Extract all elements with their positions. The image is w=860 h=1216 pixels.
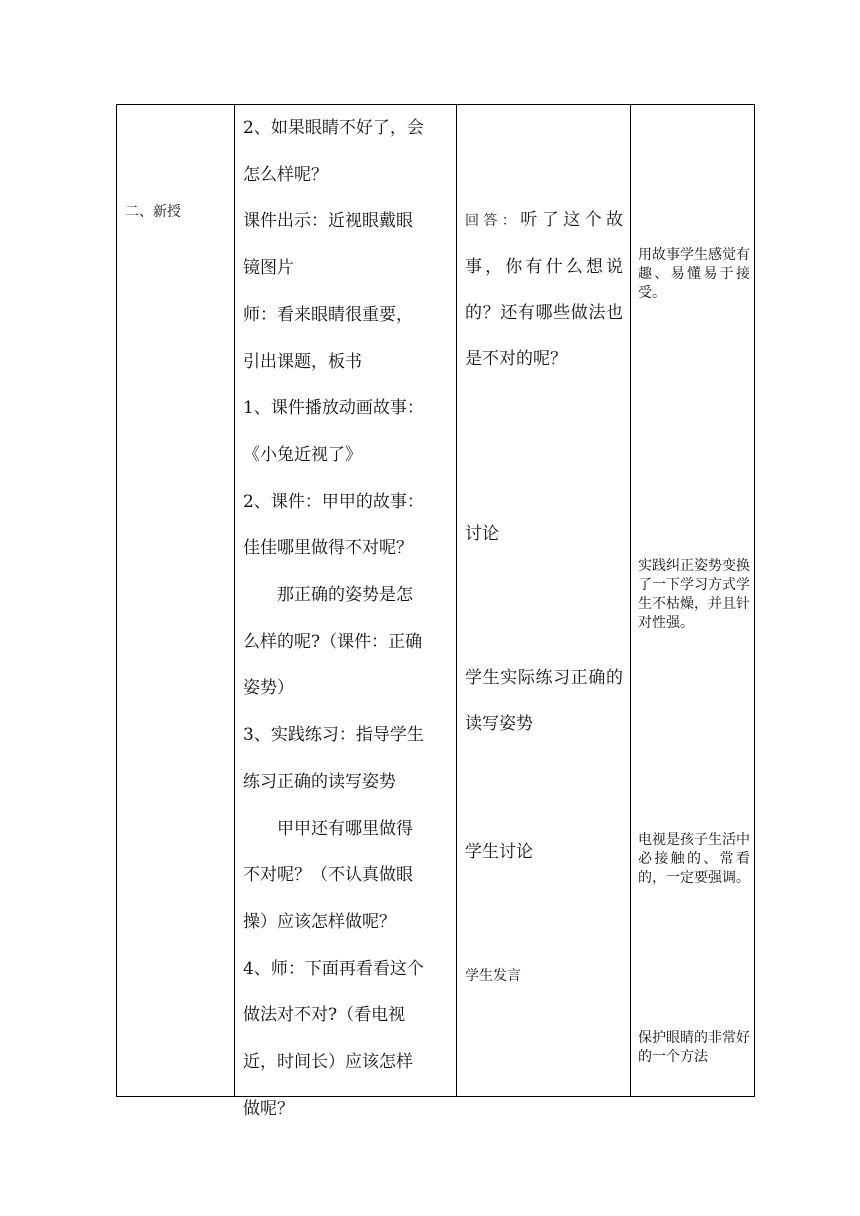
student-speak: 学生发言 bbox=[465, 968, 521, 984]
text-line: 镜图片 bbox=[243, 258, 294, 279]
text-line: 3、实践练习：指导学生 bbox=[243, 725, 424, 746]
text-line: 2、如果眼睛不好了，会 bbox=[243, 118, 424, 138]
lesson-plan-table bbox=[116, 104, 755, 1119]
student-discuss-2: 学生讨论 bbox=[465, 842, 533, 862]
stage-label: 二、新授 bbox=[125, 204, 181, 220]
design-notes-cell bbox=[630, 105, 756, 1096]
student-activity-cell bbox=[456, 105, 630, 1096]
teacher-activity-text bbox=[243, 105, 449, 1132]
note-1: 用故事学生感觉有趣、易懂易于接受。 bbox=[638, 247, 750, 301]
answer-text: 听了这个故事，你有什么想说的？还有哪些做法也是不对的呢？ bbox=[465, 210, 624, 369]
text-line: 1、课件播放动画故事： bbox=[243, 398, 424, 419]
answer-lead: 回答： bbox=[465, 213, 521, 229]
text-line: 练习正确的读写姿势 bbox=[243, 771, 396, 792]
text-line: 那正确的姿势是怎 bbox=[277, 585, 413, 606]
text-line: 引出课题，板书 bbox=[243, 351, 362, 372]
text-line: 么样的呢?（课件：正确 bbox=[243, 631, 423, 652]
text-line: 课件出示：近视眼戴眼 bbox=[243, 211, 413, 232]
text-line: 做呢？ bbox=[243, 1098, 294, 1119]
text-line: 2、课件：甲甲的故事： bbox=[243, 491, 424, 512]
note-4: 保护眼睛的非常好的一个方法 bbox=[638, 1030, 750, 1065]
teacher-activity-cell bbox=[234, 105, 456, 1119]
text-line: 4、师：下面再看看这个 bbox=[243, 958, 424, 979]
stage-cell bbox=[117, 105, 234, 1096]
text-line: 甲甲还有哪里做得 bbox=[277, 818, 413, 839]
student-practice: 学生实际练习正确的读写姿势 bbox=[465, 668, 623, 734]
text-line: 操）应该怎样做呢？ bbox=[243, 911, 396, 932]
text-line: 做法对不对?（看电视 bbox=[243, 1005, 406, 1026]
text-line: 不对呢？（不认真做眼 bbox=[243, 865, 413, 886]
student-answer bbox=[465, 197, 623, 382]
text-line: 怎么样呢？ bbox=[243, 164, 328, 185]
text-line: 《小兔近视了》 bbox=[243, 444, 362, 465]
note-3: 电视是孩子生活中必接触的、常看的，一定要强调。 bbox=[638, 832, 750, 886]
student-discuss: 讨论 bbox=[465, 524, 499, 544]
text-line: 师：看来眼睛很重要， bbox=[243, 304, 413, 325]
text-line: 近，时间长）应该怎样 bbox=[243, 1052, 413, 1073]
note-2: 实践纠正姿势变换了一下学习方式学生不枯燥，并且针对性强。 bbox=[638, 558, 750, 631]
text-line: 佳佳哪里做得不对呢？ bbox=[243, 538, 413, 559]
text-line: 姿势） bbox=[243, 678, 294, 699]
